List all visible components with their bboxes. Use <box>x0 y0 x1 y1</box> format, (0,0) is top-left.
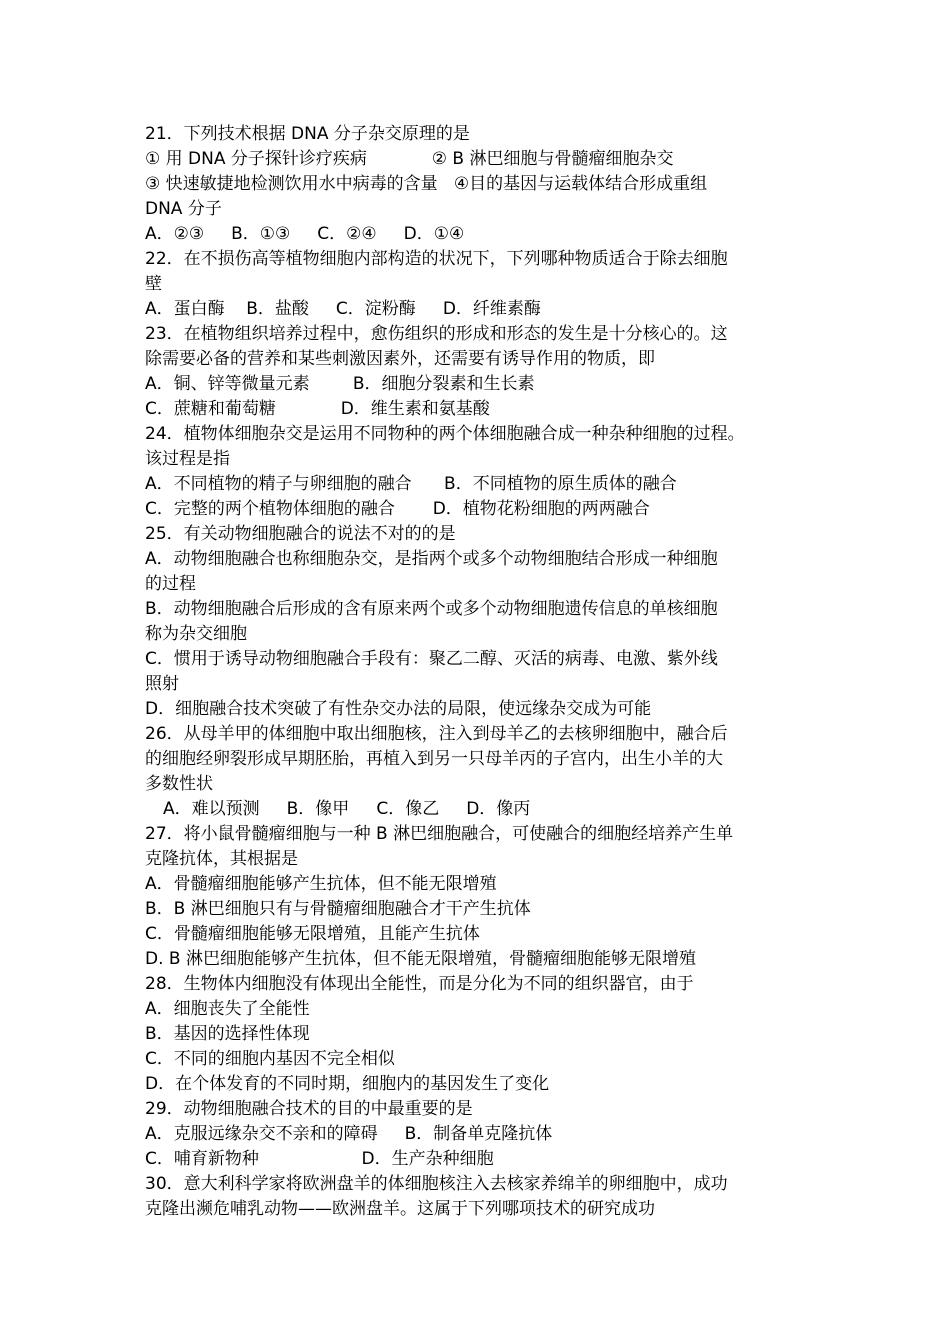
exam-page <box>145 122 825 1222</box>
question-22-options: A．蛋白酶 B．盐酸 C．淀粉酶 D．纤维素酶 <box>145 299 541 319</box>
question-25-option-a: A．动物细胞融合也称细胞杂交，是指两个或多个动物细胞结合形成一种细胞 <box>145 549 718 569</box>
question-29-options-ab: A．克服远缘杂交不亲和的障碍 B．制备单克隆抗体 <box>145 1124 553 1144</box>
question-23-stem-cont: 除需要必备的营养和某些刺激因素外，还需要有诱导作用的物质，即 <box>145 349 655 369</box>
question-24-options-ab: A．不同植物的精子与卵细胞的融合 B．不同植物的原生质体的融合 <box>145 474 677 494</box>
question-30-stem-cont: 克隆出濒危哺乳动物——欧洲盘羊。这属于下列哪项技术的研究成功 <box>145 1199 655 1219</box>
question-28-option-b: B．基因的选择性体现 <box>145 1024 310 1044</box>
question-27-stem-cont: 克隆抗体，其根据是 <box>145 849 298 869</box>
question-25-option-b: B．动物细胞融合后形成的含有原来两个或多个动物细胞遗传信息的单核细胞 <box>145 599 718 619</box>
question-27-stem: 27．将小鼠骨髓瘤细胞与一种 B 淋巴细胞融合，可使融合的细胞经培养产生单 <box>145 824 734 844</box>
question-27-option-a: A．骨髓瘤细胞能够产生抗体，但不能无限增殖 <box>145 874 497 894</box>
question-25-option-d: D．细胞融合技术突破了有性杂交办法的局限，使远缘杂交成为可能 <box>145 699 652 719</box>
question-27-option-c: C．骨髓瘤细胞能够无限增殖，且能产生抗体 <box>145 924 480 944</box>
question-26-options: A．难以预测 B．像甲 C．像乙 D．像丙 <box>163 799 531 819</box>
question-23-stem: 23．在植物组织培养过程中，愈伤组织的形成和形态的发生是十分核心的。这 <box>145 324 728 344</box>
question-27-option-b: B．B 淋巴细胞只有与骨髓瘤细胞融合才干产生抗体 <box>145 899 531 919</box>
question-29-stem: 29．动物细胞融合技术的目的中最重要的是 <box>145 1099 473 1119</box>
question-23-options-ab: A．铜、锌等微量元素 B．细胞分裂素和生长素 <box>145 374 535 394</box>
question-25-option-b-cont: 称为杂交细胞 <box>145 624 247 644</box>
question-28-option-c: C．不同的细胞内基因不完全相似 <box>145 1049 395 1069</box>
question-22-stem: 22．在不损伤高等植物细胞内部构造的状况下，下列哪种物质适合于除去细胞 <box>145 249 728 269</box>
question-26-stem-cont-1: 的细胞经卵裂形成早期胚胎，再植入到另一只母羊丙的子宫内，出生小羊的大 <box>145 749 723 769</box>
question-28-stem: 28．生物体内细胞没有体现出全能性，而是分化为不同的组织器官，由于 <box>145 974 694 994</box>
question-21-statements-cont: DNA 分子 <box>145 199 222 219</box>
question-26-stem: 26．从母羊甲的体细胞中取出细胞核，注入到母羊乙的去核卵细胞中，融合后 <box>145 724 728 744</box>
question-21-stem: 21．下列技术根据 DNA 分子杂交原理的是 <box>145 124 470 144</box>
question-25-option-a-cont: 的过程 <box>145 574 196 594</box>
question-29-options-cd: C．哺育新物种 D．生产杂种细胞 <box>145 1149 494 1169</box>
question-24-stem: 24．植物体细胞杂交是运用不同物种的两个体细胞融合成一种杂种细胞的过程。 <box>145 424 745 444</box>
question-26-stem-cont-2: 多数性状 <box>145 774 213 794</box>
question-24-stem-cont: 该过程是指 <box>145 449 230 469</box>
question-21-statements-1-2: ① 用 DNA 分子探针诊疗疾病 ② B 淋巴细胞与骨髓瘤细胞杂交 <box>145 149 674 169</box>
question-28-option-d: D．在个体发育的不同时期，细胞内的基因发生了变化 <box>145 1074 550 1094</box>
question-25-option-c-cont: 照射 <box>145 674 179 694</box>
question-24-options-cd: C．完整的两个植物体细胞的融合 D．植物花粉细胞的两两融合 <box>145 499 650 519</box>
question-27-option-d: D. B 淋巴细胞能够产生抗体，但不能无限增殖，骨髓瘤细胞能够无限增殖 <box>145 949 696 969</box>
question-28-option-a: A．细胞丧失了全能性 <box>145 999 310 1019</box>
question-23-options-cd: C．蔗糖和葡萄糖 D．维生素和氨基酸 <box>145 399 490 419</box>
question-21-statements-3-4: ③ 快速敏捷地检测饮用水中病毒的含量 ④目的基因与运载体结合形成重组 <box>145 174 708 194</box>
question-25-stem: 25．有关动物细胞融合的说法不对的的是 <box>145 524 456 544</box>
question-30-stem: 30．意大利科学家将欧洲盘羊的体细胞核注入去核家养绵羊的卵细胞中，成功 <box>145 1174 728 1194</box>
question-25-option-c: C．惯用于诱导动物细胞融合手段有：聚乙二醇、灭活的病毒、电激、紫外线 <box>145 649 718 669</box>
question-21-options: A．②③ B．①③ C．②④ D．①④ <box>145 224 465 244</box>
question-22-stem-cont: 壁 <box>145 274 162 294</box>
